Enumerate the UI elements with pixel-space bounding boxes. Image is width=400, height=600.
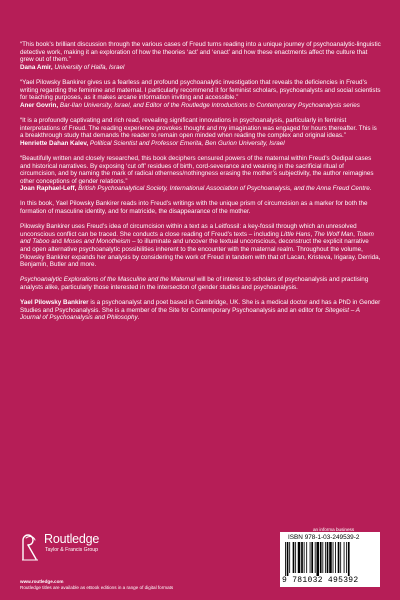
description-paragraph xyxy=(20,276,381,291)
text-run: , xyxy=(353,230,357,238)
endorser-name: Joan Raphael-Leff, xyxy=(20,185,77,193)
barcode-panel xyxy=(280,532,380,587)
barcode-number: 9 781032 495392 xyxy=(282,576,359,585)
endorsement-quote: “Beautifully written and closely researched, this book deciphers censured powers of the maternal within Freud’s Oedipal cases and historical narratives. By exposing ‘cut off’ residues of birth, cord-severance and weaning in the sacrificial ritual of circumcision, and by naming the mark of radical otherness/nothingness erasing the mother’s subjectivity, the author reimagines other conceptions of gender relations.” xyxy=(20,154,374,185)
text-run: Pilowsky Bankirer uses Freud’s idea of circumcision within a text as a Leitfossil: a key-fossil through which an unresolved unconscious conflict can be traced. She conducts a close reading of Freud’s texts – including xyxy=(20,223,357,238)
publisher-group: Taylor & Francis Group xyxy=(45,547,99,553)
author-bio xyxy=(20,299,381,322)
endorser-name: Dana Amir, xyxy=(20,63,53,71)
journal-title: Sitegeist – A Journal of Psychoanalysis and Philosophy xyxy=(20,306,360,322)
routledge-logo xyxy=(20,532,110,562)
endorser-name: Henriette Dahan Kalev, xyxy=(20,139,89,147)
text-run: and xyxy=(49,238,64,246)
informa-business-label: an informa business xyxy=(313,527,355,532)
book-description xyxy=(20,200,381,322)
work-title: Totem and Taboo xyxy=(20,230,374,246)
endorsement xyxy=(20,41,381,71)
endorser-affiliation: British Psychoanalytical Society, International Association of Psychoanalysis, and the Anna Freud Centre. xyxy=(78,185,372,193)
author-name: Yael Pilowsky Bankirer xyxy=(20,299,89,307)
endorsement-attribution xyxy=(20,102,381,110)
endorsement xyxy=(20,117,381,147)
endorsements xyxy=(20,41,381,193)
work-title: Little Hans xyxy=(280,230,311,238)
endorsement xyxy=(20,155,381,193)
endorser-affiliation: Bar-Ilan University, Israel, and Editor of the Routledge Introductions to Contemporary Psychoanalysis series xyxy=(59,101,360,109)
endorsement-attribution xyxy=(20,185,381,193)
endorsement-quote: “It is a profoundly captivating and rich read, revealing significant innovations in psychoanalysis, particularly in feminist interpretations of Freud. The reading experience provokes thought and my imagination was engaged for hours thereafter. This is a breakthrough study that demands the reader to remain open minded when reading the complex and original ideas.” xyxy=(20,116,377,140)
publisher-url[interactable]: www.routledge.com xyxy=(20,579,64,584)
text-run: – to illuminate and uncover the textual unconscious, deconstruct the explicit narrative and open alternative psychoanalytic possibilities inherent to the encounter with the maternal realm. Throughout the volume, Pilowsky Bankirer expands her analysis by considering the work of Freud in tandem with that of Lacan, Kristeva, Irigaray, Derrida, Benjamin, Butler and more. xyxy=(20,238,381,269)
isbn-label: ISBN 978-1-03-249539-2 xyxy=(288,534,360,541)
endorser-name: Aner Govrin, xyxy=(20,101,59,109)
endorsement-attribution xyxy=(20,64,381,72)
ebook-note: Routledge titles are available as eBook editions in a range of digital formats xyxy=(20,585,174,590)
endorsement xyxy=(20,79,381,109)
publisher-name: Routledge xyxy=(44,532,100,546)
text-run: . xyxy=(137,314,140,322)
publisher-footnote xyxy=(20,579,173,591)
description-paragraph: In this book, Yael Pilowsky Bankirer reads into Freud’s writings with the unique prism of circumcision as a marker for both the formation of masculine identity, and for matricide, the disappearance of the mother. xyxy=(20,200,368,216)
endorser-affiliation: University of Haifa, Israel xyxy=(54,63,125,71)
text-run: is a psychoanalyst and poet based in Cambridge, UK. She is a medical doctor and has a PhD in Gender Studies and Psychoanalysis. She is a member of the Site for Contemporary Psychoanalysis and an editor for xyxy=(20,299,381,314)
text-run: , xyxy=(310,230,314,238)
work-title: Moses and Monotheism xyxy=(63,238,131,246)
description-paragraph xyxy=(20,223,381,269)
endorsement-quote: “Yael Pilowsky Bankirer gives us a fearless and profound psychoanalytic investigation that reveals the deficiencies in Freud’s writing regarding the feminine and maternal. I particularly recommend it for feminist scholars, psychoanalysts and social scientists for teaching purposes, as it makes arcane information inviting and accessible.” xyxy=(20,78,381,102)
endorsement-attribution xyxy=(20,140,381,148)
book-title: Psychoanalytic Explorations of the Masculine and the Maternal xyxy=(20,276,196,284)
endorser-affiliation: Political Scientist and Professor Emerita, Ben Gurion University, Israel xyxy=(89,139,285,147)
work-title: The Wolf Man xyxy=(313,230,354,238)
text-run: will be of interest to scholars of psychoanalysis and practising analysts alike, particularly those interested in the intersection of gender studies and psychoanalysis. xyxy=(20,276,369,291)
endorsement-quote: “This book’s brilliant discussion through the various cases of Freud turns reading into a unique journey of psychoanalytic-linguistic detective work, making it an exploration of how the theories ‘act’ and ‘enact’ and how these enactments affect the culture that grew out of them.” xyxy=(20,41,381,64)
barcode xyxy=(285,542,375,576)
routledge-r-icon xyxy=(20,532,44,562)
